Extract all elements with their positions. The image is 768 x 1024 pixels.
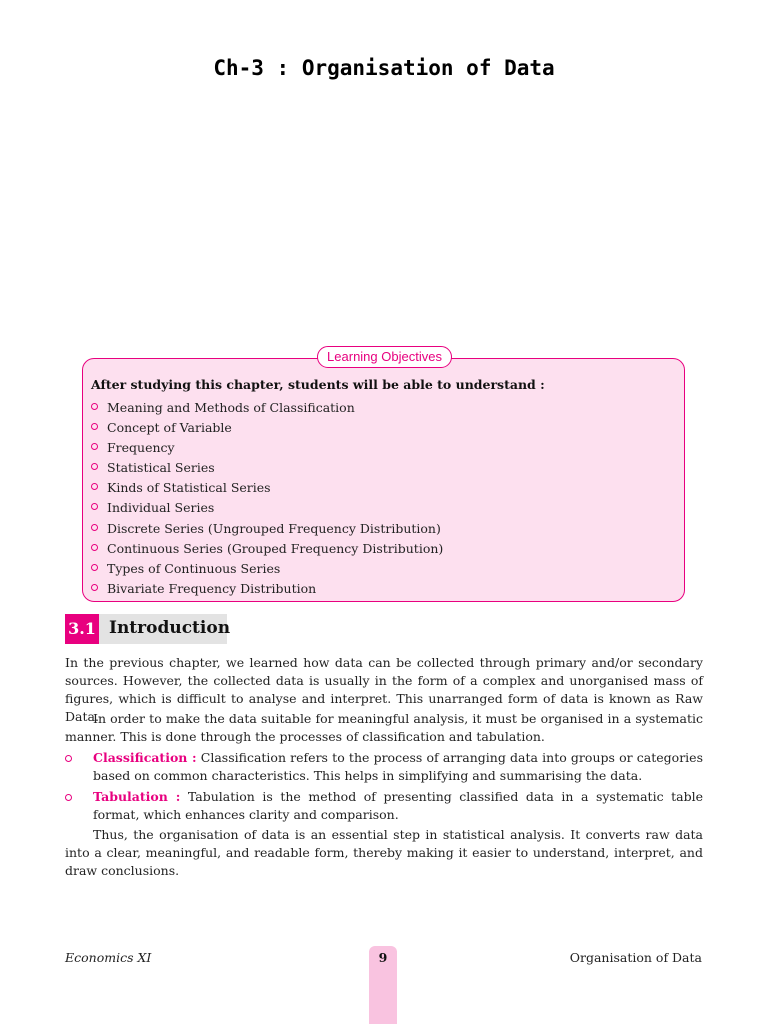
list-item: Discrete Series (Ungrouped Frequency Distribution) (91, 519, 443, 539)
organise-paragraph: In order to make the data suitable for meaningful analysis, it must be organised in a systematic manner. This is done through the processes of classification and tabulation. (65, 711, 703, 744)
section-number: 3.1 (65, 614, 99, 644)
list-item: Continuous Series (Grouped Frequency Distribution) (91, 539, 443, 559)
list-item: Meaning and Methods of Classification (91, 398, 443, 418)
circle-bullet-icon (91, 463, 98, 470)
circle-bullet-icon (91, 564, 98, 571)
learning-objectives-list (91, 398, 443, 599)
circle-bullet-icon (65, 755, 72, 762)
circle-bullet-icon (91, 503, 98, 510)
classification-term: Classification : (93, 750, 197, 765)
list-item: Concept of Variable (91, 418, 443, 438)
tabulation-item (65, 788, 703, 824)
list-item: Statistical Series (91, 458, 443, 478)
list-item: Bivariate Frequency Distribution (91, 579, 443, 599)
circle-bullet-icon (91, 403, 98, 410)
page-title: Ch-3 : Organisation of Data (213, 56, 555, 80)
footer-book-title: Economics XI (65, 950, 152, 965)
circle-bullet-icon (91, 524, 98, 531)
conclusion-paragraph: Thus, the organisation of data is an essential step in statistical analysis. It converts raw data into a clear, meaningful, and readable form, thereby making it easier to understand, interpret, and draw conclusions. (65, 827, 703, 878)
circle-bullet-icon (91, 443, 98, 450)
classification-item (65, 749, 703, 785)
list-item: Types of Continuous Series (91, 559, 443, 579)
section-heading (65, 614, 231, 644)
intro-paragraph: In the previous chapter, we learned how data can be collected through primary and/or secondary sources. However, the collected data is usually in the form of a complex and unorganised mass of figures, which is difficult to analyse and interpret. This unarranged form of data is known as Raw Data. (65, 655, 703, 724)
classification-text: Classification refers to the process of arranging data into groups or categories based on common characteristics. This helps in simplifying and summarising the data. (93, 750, 703, 783)
list-item: Individual Series (91, 498, 443, 518)
circle-bullet-icon (91, 483, 98, 490)
page-number: 9 (378, 950, 388, 965)
circle-bullet-icon (91, 544, 98, 551)
circle-bullet-icon (65, 794, 72, 801)
footer-chapter-title: Organisation of Data (569, 950, 702, 965)
circle-bullet-icon (91, 584, 98, 591)
circle-bullet-icon (91, 423, 98, 430)
page-number-tab (369, 946, 397, 1024)
tabulation-text: Tabulation is the method of presenting classified data in a systematic table format, which enhances clarity and comparison. (93, 789, 703, 822)
section-title: Introduction (109, 618, 231, 638)
list-item: Frequency (91, 438, 443, 458)
tabulation-term: Tabulation : (93, 789, 181, 804)
learning-objectives-intro: After studying this chapter, students will be able to understand : (91, 377, 545, 392)
learning-objectives-tag: Learning Objectives (317, 346, 452, 368)
list-item: Kinds of Statistical Series (91, 478, 443, 498)
